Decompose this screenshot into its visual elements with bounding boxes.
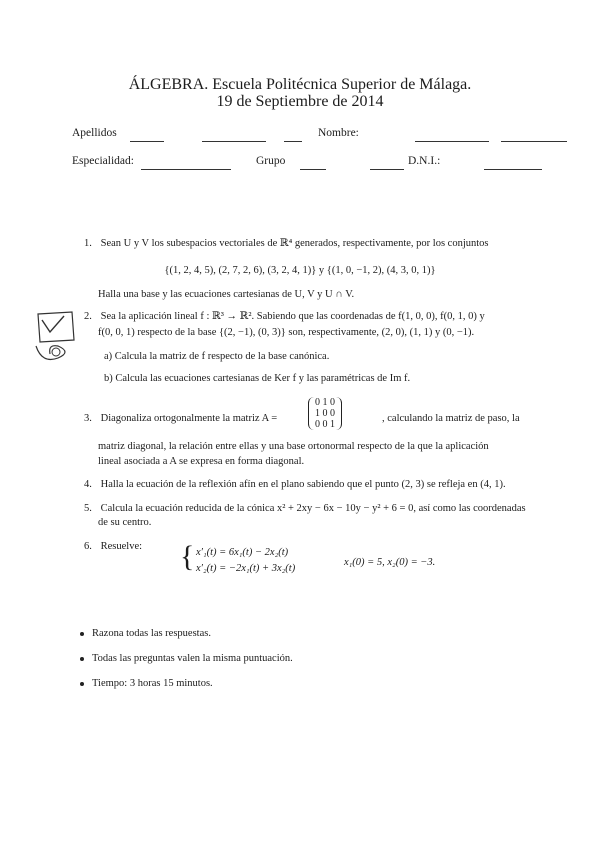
nombre-blank[interactable]	[415, 129, 567, 147]
question-1	[84, 237, 489, 251]
dni-label: D.N.I.:	[408, 155, 441, 167]
question-4-text: Halla la ecuación de la reflexión afín en el plano sabiendo que el punto (2, 3) se refleja en (4, 1).	[100, 479, 506, 490]
question-3	[84, 412, 277, 426]
apellidos-label: Apellidos	[72, 127, 117, 139]
handwritten-mark-icon	[28, 306, 88, 366]
matrix-row: 1 0 0	[315, 408, 335, 419]
question-3-line2: matriz diagonal, la relación entre ellas y una base ortonormal respecto de la que la aplicación	[98, 441, 489, 452]
system-brace: {	[180, 540, 195, 573]
especialidad-blank[interactable]	[141, 157, 231, 175]
question-2-part-a: a) Calcula la matriz de f respecto de la base canónica.	[104, 351, 330, 362]
especialidad-label: Especialidad:	[72, 155, 134, 167]
question-1-task: Halla una base y las ecuaciones cartesianas de U, V y U ∩ V.	[98, 289, 355, 300]
grupo-label: Grupo	[256, 155, 286, 167]
matrix-row: 0 1 0	[315, 397, 335, 408]
question-6	[84, 540, 142, 554]
question-5	[84, 502, 526, 516]
exam-title: ÁLGEBRA. Escuela Politécnica Superior de Málaga.	[128, 76, 472, 93]
grupo-blank[interactable]	[300, 157, 404, 175]
question-number: 2.	[84, 311, 92, 322]
question-4	[84, 478, 506, 492]
question-2-part-b: b) Calcula las ecuaciones cartesianas de Ker f y las paramétricas de Im f.	[104, 373, 411, 384]
question-number: 1.	[84, 238, 92, 249]
question-1-sets: {(1, 2, 4, 5), (2, 7, 2, 6), (3, 2, 4, 1)} y {(1, 0, −1, 2), (4, 3, 0, 1)}	[164, 265, 436, 276]
question-3-line3: lineal asociada a A se expresa en forma diagonal.	[98, 456, 305, 467]
note-text: Tiempo: 3 horas 15 minutos.	[92, 678, 213, 689]
question-number: 3.	[84, 413, 92, 424]
question-2-line1: Sea la aplicación lineal f : ℝ³ → ℝ². Sabiendo que las coordenadas de f(1, 0, 0), f(0, 1, 0) y	[100, 311, 485, 322]
question-2	[84, 310, 485, 324]
note-item	[80, 653, 293, 664]
question-number: 5.	[84, 503, 92, 514]
question-2-line2: f(0, 0, 1) respecto de la base {(2, −1), (0, 3)} son, respectivamente, (2, 0), (1, 1) y (0, −1).	[98, 327, 475, 338]
bullet-icon	[80, 657, 84, 661]
nombre-label: Nombre:	[318, 127, 359, 139]
system-equation-1: x′₁(t) = 6x₁(t) − 2x₂(t)	[196, 547, 289, 558]
question-6-label: Resuelve:	[100, 541, 143, 552]
note-text: Razona todas las respuestas.	[92, 628, 211, 639]
dni-blank[interactable]	[484, 157, 542, 175]
question-3-line1a: Diagonaliza ortogonalmente la matriz A =	[100, 413, 278, 424]
note-item	[80, 678, 213, 689]
matrix-a	[308, 397, 342, 430]
apellidos-blank[interactable]	[130, 129, 302, 147]
system-equation-2: x′₂(t) = −2x₁(t) + 3x₂(t)	[196, 563, 296, 574]
question-5-line2: de su centro.	[98, 517, 152, 528]
question-number: 6.	[84, 541, 92, 552]
note-text: Todas las preguntas valen la misma puntuación.	[92, 653, 293, 664]
question-5-line1: Calcula la ecuación reducida de la cónica x² + 2xy − 6x − 10y − y² + 6 = 0, así como las coordenadas	[100, 503, 526, 514]
matrix-row: 0 0 1	[315, 419, 335, 430]
bullet-icon	[80, 682, 84, 686]
question-3-line1b: , calculando la matriz de paso, la	[382, 413, 520, 424]
question-1-text: Sean U y V los subespacios vectoriales de ℝ⁴ generados, respectivamente, por los conjuntos	[100, 238, 489, 249]
exam-date: 19 de Septiembre de 2014	[216, 93, 384, 110]
initial-conditions: x₁(0) = 5, x₂(0) = −3.	[344, 557, 436, 568]
note-item	[80, 628, 211, 639]
question-number: 4.	[84, 479, 92, 490]
bullet-icon	[80, 632, 84, 636]
